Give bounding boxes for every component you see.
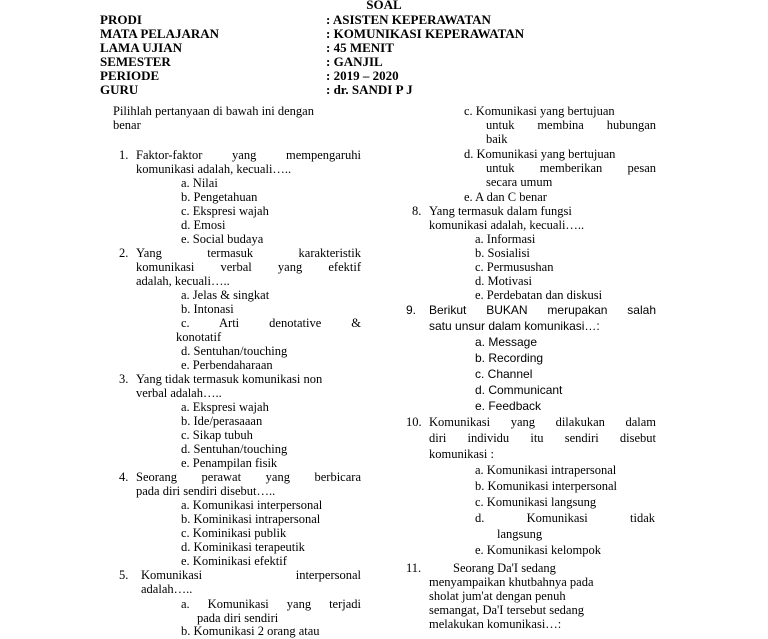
- question-number: 2.: [119, 246, 129, 260]
- question-text: melakukan komunikasi…:: [429, 617, 562, 631]
- question-text: komunikasi adalah, kecuali…..: [429, 218, 585, 232]
- question-number: 11.: [406, 561, 422, 575]
- header-value: : dr. SANDI P J: [326, 82, 413, 97]
- question-text: satu unsur dalam komunikasi…:: [429, 319, 600, 333]
- option: e. Penampilan fisik: [181, 456, 278, 470]
- option: a. Nilai: [181, 176, 218, 190]
- option-continued: langsung: [497, 527, 543, 541]
- option: b. Komunikasi interpersonal: [475, 479, 617, 493]
- option: e. Perdebatan dan diskusi: [475, 288, 603, 302]
- option: b. Pengetahuan: [181, 190, 258, 204]
- header-value: : 45 MENIT: [326, 40, 394, 55]
- option-continued: pada diri sendiri: [197, 611, 279, 625]
- question-number: 10.: [406, 415, 422, 429]
- option: a. Ekspresi wajah: [181, 400, 269, 414]
- option: b. Kominikasi intrapersonal: [181, 512, 321, 526]
- question-number: 3.: [119, 372, 129, 386]
- question-number: 5.: [119, 568, 129, 582]
- question-text: menyampaikan khutbahnya pada: [429, 575, 594, 589]
- option: e. Kominikasi efektif: [181, 554, 287, 568]
- option: b. Sosialisi: [475, 246, 530, 260]
- option: a. Jelas & singkat: [181, 288, 270, 302]
- question-text: diri individu itu sendiri disebut: [429, 431, 656, 445]
- question-number: 8.: [412, 204, 422, 218]
- option: d. Emosi: [181, 218, 226, 232]
- option: c. Komunikasi yang bertujuan: [464, 104, 615, 118]
- question-text: Yang termasuk karakteristik: [136, 246, 361, 260]
- question-text: semangat, Da'I tersebut sedang: [429, 603, 584, 617]
- option: a. Komunikasi interpersonal: [181, 498, 323, 512]
- header-value: : GANJIL: [326, 54, 383, 69]
- header-label: PRODI: [100, 12, 142, 27]
- option-continued: untuk membina hubungan: [486, 118, 656, 132]
- question-text: pada diri sendiri disebut…..: [136, 484, 276, 498]
- instruction: Pilihlah pertanyaan di bawah ini dengan: [113, 104, 314, 118]
- option: d. Komunikasi yang bertujuan: [464, 147, 616, 161]
- option: e. Feedback: [475, 399, 542, 413]
- question-text: Seorang Da'I sedang: [453, 561, 556, 575]
- question-text: komunikasi :: [429, 447, 494, 461]
- option: c. Ekspresi wajah: [181, 204, 269, 218]
- option: c. Channel: [475, 367, 533, 381]
- option: d. Kominikasi terapeutik: [181, 540, 305, 554]
- question-text: verbal adalah…..: [136, 386, 222, 400]
- option: a. Message: [475, 335, 538, 349]
- option: c. Permusushan: [475, 260, 554, 274]
- question-number: 4.: [119, 470, 129, 484]
- header-value: : ASISTEN KEPERAWATAN: [326, 12, 491, 27]
- option-continued: secara umum: [486, 175, 553, 189]
- option-continued: baik: [486, 132, 508, 146]
- option: a. Komunikasi yang terjadi: [181, 597, 361, 611]
- question-text: adalah, kecuali…..: [136, 274, 230, 288]
- option: c. Kominikasi publik: [181, 526, 287, 540]
- header-value: : 2019 – 2020: [326, 68, 399, 83]
- option: a. Informasi: [475, 232, 536, 246]
- option: e. Social budaya: [181, 232, 264, 246]
- option: e. Komunikasi kelompok: [475, 543, 602, 557]
- document-title: SOAL: [366, 0, 402, 12]
- question-text: Seorang perawat yang berbicara: [136, 470, 361, 484]
- option: e. Perbendaharaan: [181, 358, 273, 372]
- right-column: [384, 0, 768, 630]
- header-value: : KOMUNIKASI KEPERAWATAN: [326, 26, 525, 41]
- question-text: sholat jum'at dengan penuh: [429, 589, 566, 603]
- question-number: 1.: [119, 148, 129, 162]
- option-continued: konotatif: [176, 330, 222, 344]
- question-text: komunikasi adalah, kecuali…..: [136, 162, 292, 176]
- option: c. Sikap tubuh: [181, 428, 253, 442]
- option: b. Komunikasi 2 orang atau: [181, 624, 320, 638]
- question-text: Faktor-faktor yang mempengaruhi: [136, 148, 361, 162]
- left-column: [0, 0, 384, 638]
- question-text: komunikasi verbal yang efektif: [136, 260, 361, 274]
- question-text: Komunikasi interpersonal: [141, 568, 361, 582]
- option: b. Recording: [475, 351, 544, 365]
- question-text: Yang termasuk dalam fungsi: [429, 204, 572, 218]
- question-text: adalah…..: [141, 582, 193, 596]
- question-text: Yang tidak termasuk komunikasi non: [136, 372, 323, 386]
- option: b. Intonasi: [181, 302, 234, 316]
- option: d. Sentuhan/touching: [181, 442, 288, 456]
- option: d. Communicant: [475, 383, 563, 397]
- option: e. A dan C benar: [464, 190, 547, 204]
- header-label: MATA PELAJARAN: [100, 26, 220, 41]
- option: b. Ide/perasaaan: [181, 414, 263, 428]
- header-label: SEMESTER: [100, 54, 171, 69]
- option: a. Komunikasi intrapersonal: [475, 463, 617, 477]
- option: c. Arti denotative &: [181, 316, 361, 330]
- header-label: GURU: [100, 82, 139, 97]
- question-text: Komunikasi yang dilakukan dalam: [429, 415, 656, 429]
- header-label: LAMA UJIAN: [100, 40, 182, 55]
- question-number: 9.: [406, 303, 417, 317]
- option: d. Komunikasi tidak: [475, 511, 655, 525]
- instruction: benar: [113, 118, 141, 132]
- option: d. Sentuhan/touching: [181, 344, 288, 358]
- option-continued: untuk memberikan pesan: [486, 161, 656, 175]
- option: d. Motivasi: [475, 274, 532, 288]
- question-text: Berikut BUKAN merupakan salah: [429, 303, 656, 317]
- header-label: PERIODE: [100, 68, 160, 83]
- option: c. Komunikasi langsung: [475, 495, 597, 509]
